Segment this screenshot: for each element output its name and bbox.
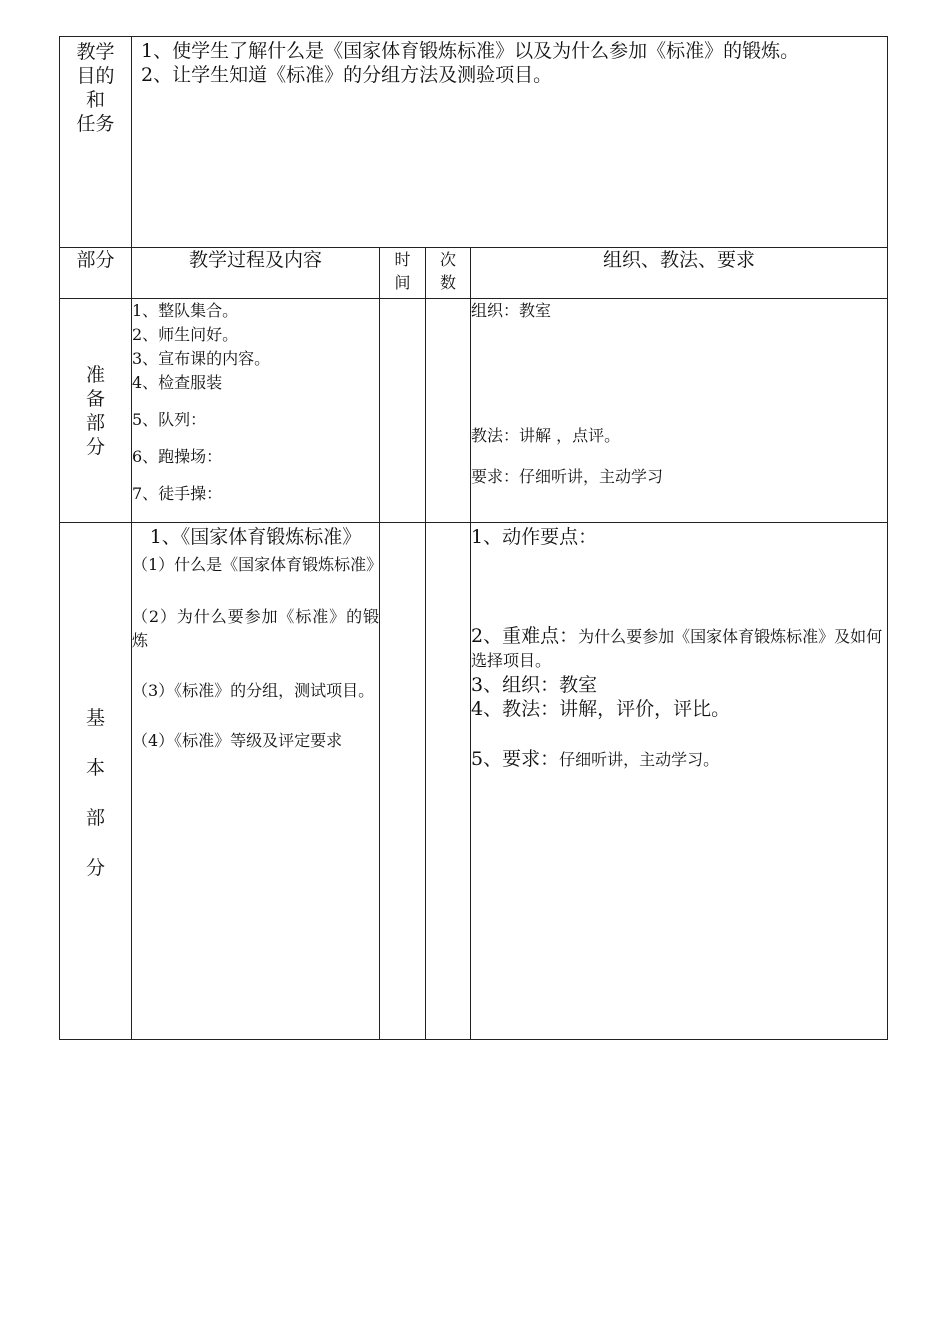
- prep-label: 准 备 部 分: [60, 299, 132, 523]
- basic-difficulty-label: 2、重难点：: [471, 625, 579, 647]
- goals-label: 教学 目的 和 任务: [60, 37, 132, 248]
- prep-row: [60, 299, 888, 523]
- prep-item-7: 7、徒手操：: [132, 484, 223, 503]
- prep-requirement: 要求：仔细听讲，主动学习: [471, 467, 664, 486]
- header-row: [60, 248, 888, 299]
- prep-item-1: 1、整队集合。: [132, 301, 239, 320]
- basic-difficulty-text: 为什么要参加《国家体育锻炼标准》及如何选择项目。: [471, 627, 883, 670]
- basic-item-2: （2）为什么要参加《标准》的锻炼: [132, 607, 379, 650]
- basic-item-3: （3）《标准》的分组，测试项目。: [132, 681, 375, 700]
- prep-organization: 组织：教室: [471, 301, 552, 320]
- basic-organization-cell: [471, 523, 888, 1040]
- prep-item-2: 2、师生问好。: [132, 325, 239, 344]
- prep-content: [132, 299, 380, 523]
- prep-item-3: 3、宣布课的内容。: [132, 349, 271, 368]
- basic-label: 基 本 部 分: [60, 523, 132, 1040]
- basic-requirement: [471, 747, 887, 772]
- prep-item-5: 5、队列：: [132, 410, 207, 429]
- prep-item-4: 4、检查服装: [132, 373, 223, 392]
- basic-organization: 3、组织：教室: [471, 674, 598, 696]
- prep-count: [426, 299, 471, 523]
- prep-organization-cell: [471, 299, 888, 523]
- header-part: 部分: [60, 248, 132, 299]
- basic-row: [60, 523, 888, 1040]
- basic-item-4: （4）《标准》等级及评定要求: [132, 731, 343, 750]
- basic-count: [426, 523, 471, 1040]
- header-count: 次 数: [426, 248, 471, 299]
- basic-content: [132, 523, 383, 1040]
- lesson-plan-table: [59, 36, 888, 1040]
- basic-key-points: 1、动作要点：: [471, 526, 598, 548]
- prep-method: 教法：讲解 ，点评。: [471, 426, 621, 445]
- goals-content: [132, 37, 888, 248]
- basic-difficulty: [471, 624, 887, 673]
- header-process: 教学过程及内容: [132, 248, 380, 299]
- basic-title: 1、《国家体育锻炼标准》: [149, 526, 362, 548]
- basic-item-1: （1）什么是《国家体育锻炼标准》: [132, 555, 383, 574]
- basic-time: [380, 523, 426, 1040]
- header-time: 时 间: [380, 248, 426, 299]
- goal-item-2: 2、让学生知道《标准》的分组方法及测验项目。: [141, 64, 553, 86]
- header-organization: 组织、教法、要求: [471, 248, 888, 299]
- basic-requirement-text: 仔细听讲，主动学习。: [559, 750, 720, 769]
- basic-method: 4、教法：讲解，评价，评比。: [471, 698, 731, 720]
- basic-requirement-label: 5、要求：: [471, 748, 560, 770]
- prep-time: [380, 299, 426, 523]
- goal-item-1: 1、使学生了解什么是《国家体育锻炼标准》以及为什么参加《标准》的锻炼。: [141, 40, 800, 62]
- goals-row: [60, 37, 888, 248]
- prep-item-6: 6、跑操场：: [132, 447, 223, 466]
